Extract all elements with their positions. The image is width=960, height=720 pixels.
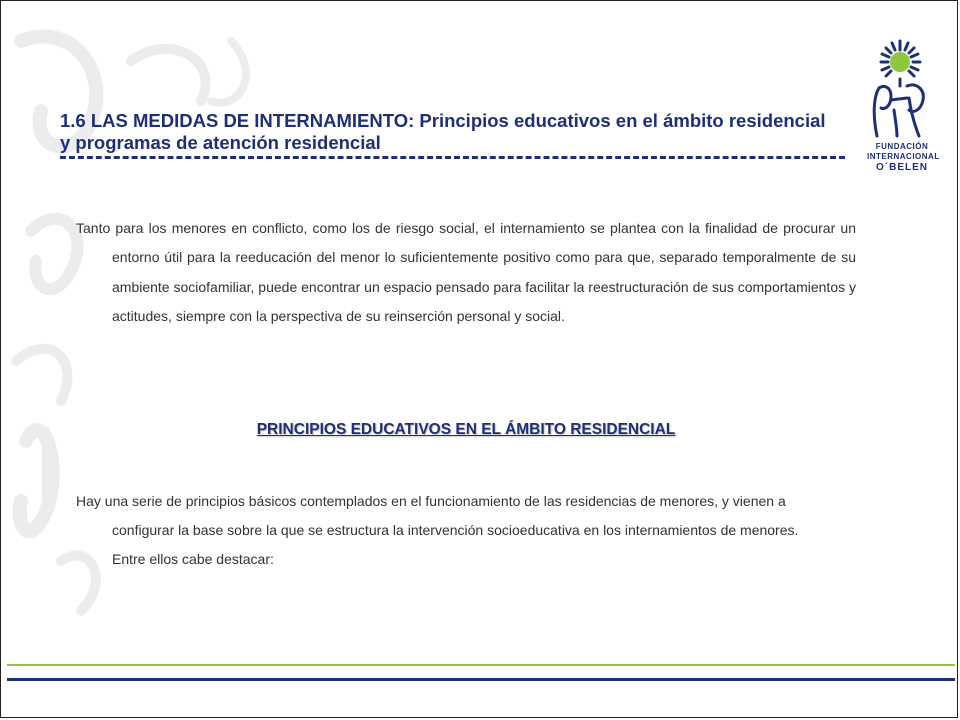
background-watermark [1, 1, 958, 718]
logo-line-internacional: INTERNACIONAL [867, 152, 940, 161]
sun-children-logo-icon [867, 38, 937, 142]
footer-green-line [7, 664, 955, 666]
logo-line-obelen: O´BELEN [876, 162, 928, 173]
dashed-divider [60, 156, 845, 159]
intro-paragraph: Tanto para los menores en conflicto, como los de riesgo social, el internamiento se plantea con la finalidad de procurar un entorno útil para la reeducación del menor lo suficientemente positivo como para que, separado temporalmente de su ambiente sociofamiliar, puede encontrar un espacio pensado para facilitar la reestructuración de sus comportamientos y actitudes, siempre con la perspectiva de su reinserción personal y social. [76, 220, 856, 324]
foundation-logo [867, 38, 940, 178]
logo-line-fundacion: FUNDACIÓN [875, 142, 929, 151]
section-heading: PRINCIPIOS EDUCATIVOS EN EL ÁMBITO RESIDENCIAL [256, 421, 676, 438]
slide-title: 1.6 LAS MEDIDAS DE INTERNAMIENTO: Principios educativos en el ámbito residencial y programas de atención residencial [60, 110, 826, 153]
footer-navy-line [7, 678, 955, 681]
section-paragraph: Hay una serie de principios básicos contemplados en el funcionamiento de las residencias de menores, y vienen a configurar la base sobre la que se estructura la intervención socioeducativa en los internamientos de menores. Entre ellos cabe destacar: [76, 493, 799, 567]
logo-wordmark [867, 142, 940, 174]
